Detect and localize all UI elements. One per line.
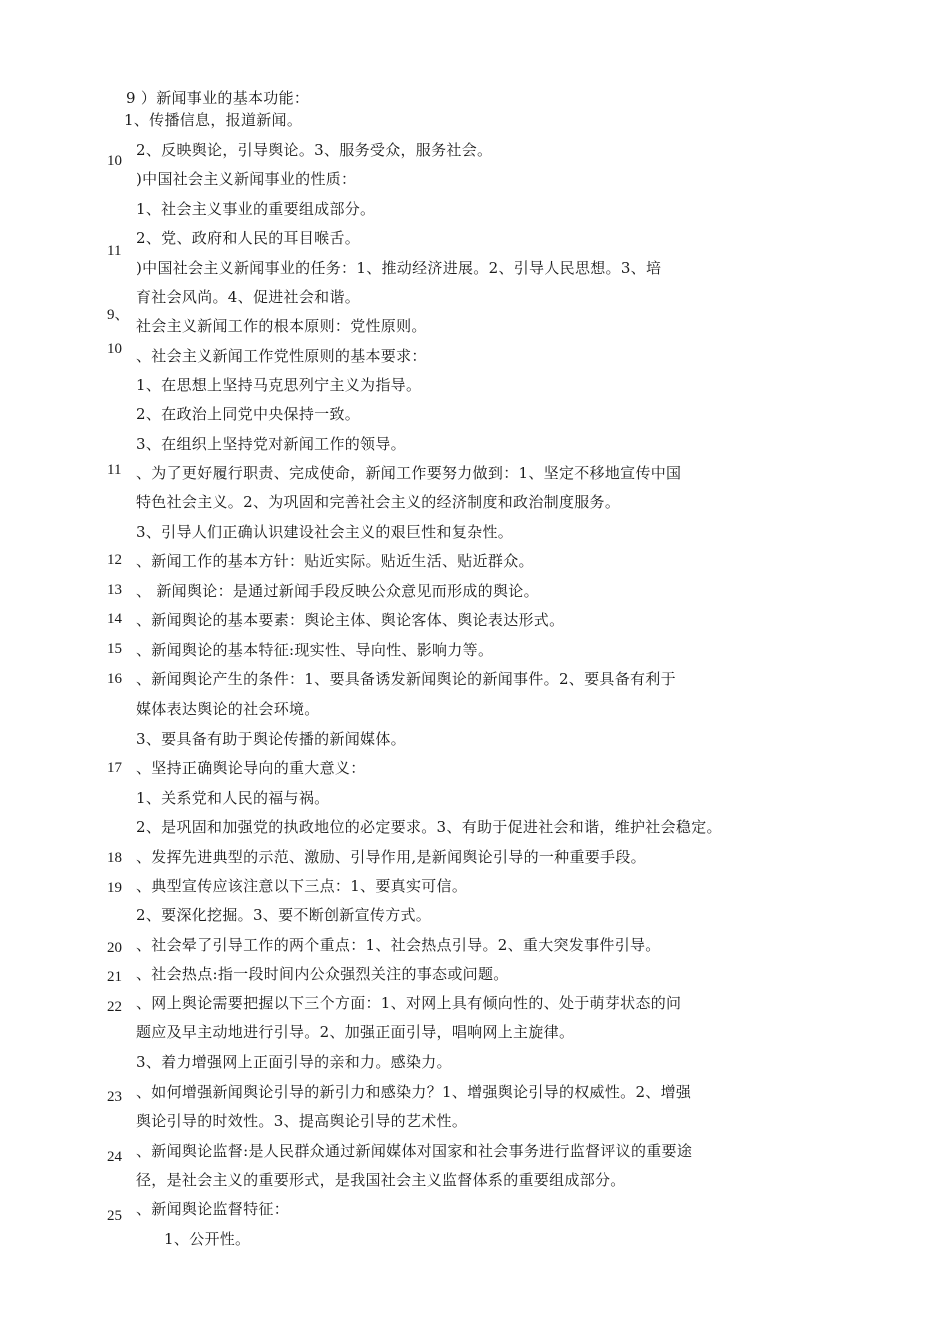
item-number: 19 (107, 880, 122, 896)
text-line: 、新闻舆论产生的条件：1、要具备诱发新闻舆论的新闻事件。2、要具备有利于 (136, 670, 676, 688)
text-line: 、社会热点:指一段时间内公众强烈关注的事态或问题。 (136, 965, 509, 983)
text-line: 1、关系党和人民的福与祸。 (136, 789, 330, 807)
text-line: 、社会主义新闻工作党性原则的基本要求： (136, 347, 427, 365)
item-number: 17 (107, 760, 122, 776)
text-line: 题应及早主动地进行引导。2、加强正面引导，唱响网上主旋律。 (136, 1023, 575, 1041)
text-line: 、网上舆论需要把握以下三个方面：1、对网上具有倾向性的、处于萌芽状态的问 (136, 994, 682, 1012)
item-number: 25 (107, 1208, 122, 1224)
text-line: 3、引导人们正确认识建设社会主义的艰巨性和复杂性。 (136, 523, 514, 541)
item-number: 13 (107, 582, 122, 598)
item-number: 16 (107, 671, 122, 687)
text-line: 9 ）新闻事业的基本功能： (126, 89, 310, 107)
item-number: 23 (107, 1089, 122, 1105)
item-number: 15 (107, 641, 122, 657)
item-number: 22 (107, 999, 122, 1015)
text-line: )中国社会主义新闻事业的任务：1、推动经济进展。2、引导人民思想。3、培 (136, 259, 662, 277)
item-number: 9、 (107, 307, 130, 323)
text-line: 、社会晕了引导工作的两个重点：1、社会热点引导。2、重大突发事件引导。 (136, 936, 661, 954)
text-line: 、新闻舆论监督:是人民群众通过新闻媒体对国家和社会事务进行监督评议的重要途 (136, 1142, 693, 1160)
item-number: 10 (107, 153, 122, 169)
text-line: 径，是社会主义的重要形式，是我国社会主义监督体系的重要组成部分。 (136, 1171, 626, 1189)
text-line: 、发挥先进典型的示范、激励、引导作用,是新闻舆论引导的一种重要手段。 (136, 848, 646, 866)
text-line: 2、要深化挖掘。3、要不断创新宣传方式。 (136, 906, 432, 924)
text-line: 社会主义新闻工作的根本原则：党性原则。 (136, 317, 427, 335)
text-line: 2、党、政府和人民的耳目喉舌。 (136, 229, 361, 247)
text-line: 育社会风尚。4、促进社会和谐。 (136, 288, 361, 306)
text-line: 媒体表达舆论的社会环境。 (136, 700, 320, 718)
text-line: )中国社会主义新闻事业的性质： (136, 170, 357, 188)
text-line: 2、反映舆论，引导舆论。3、服务受众，服务社会。 (136, 141, 493, 159)
item-number: 11 (107, 462, 122, 478)
text-line: 3、要具备有助于舆论传播的新闻媒体。 (136, 730, 406, 748)
text-line: 3、着力增强网上正面引导的亲和力。感染力。 (136, 1053, 452, 1071)
text-line: 3、在组织上坚持党对新闻工作的领导。 (136, 435, 406, 453)
text-line: 1、社会主义事业的重要组成部分。 (136, 200, 376, 218)
text-line: 、如何增强新闻舆论引导的新引力和感染力？1、增强舆论引导的权威性。2、增强 (136, 1083, 692, 1101)
item-number: 14 (107, 611, 122, 627)
text-line: 、坚持正确舆论导向的重大意义： (136, 759, 366, 777)
text-line: 1、传播信息，报道新闻。 (124, 111, 303, 129)
item-number: 12 (107, 552, 122, 568)
text-line: 2、在政治上同党中央保持一致。 (136, 405, 361, 423)
item-number: 20 (107, 940, 122, 956)
text-line: 特色社会主义。2、为巩固和完善社会主义的经济制度和政治制度服务。 (136, 493, 621, 511)
text-line: 、新闻工作的基本方针：贴近实际。贴近生活、贴近群众。 (136, 552, 534, 570)
text-line: 舆论引导的时效性。3、提高舆论引导的艺术性。 (136, 1112, 468, 1130)
text-line: 、新闻舆论的基本特征:现实性、导向性、影响力等。 (136, 641, 494, 659)
text-line: 、典型宣传应该注意以下三点：1、要真实可信。 (136, 877, 468, 895)
item-number: 21 (107, 969, 122, 985)
item-number: 11 (107, 243, 122, 259)
text-line: 1、公开性。 (164, 1230, 251, 1248)
text-line: 、 新闻舆论：是通过新闻手段反映公众意见而形成的舆论。 (136, 582, 539, 600)
item-number: 18 (107, 850, 122, 866)
text-line: 、新闻舆论监督特征： (136, 1200, 290, 1218)
item-number: 10 (107, 341, 122, 357)
text-line: 、新闻舆论的基本要素：舆论主体、舆论客体、舆论表达形式。 (136, 611, 565, 629)
item-number: 24 (107, 1149, 122, 1165)
text-line: 、为了更好履行职责、完成使命，新闻工作要努力做到：1、坚定不移地宣传中国 (136, 464, 682, 482)
text-line: 2、是巩固和加强党的执政地位的必定要求。3、有助于促进社会和谐，维护社会稳定。 (136, 818, 722, 836)
text-line: 1、在思想上坚持马克思列宁主义为指导。 (136, 376, 422, 394)
